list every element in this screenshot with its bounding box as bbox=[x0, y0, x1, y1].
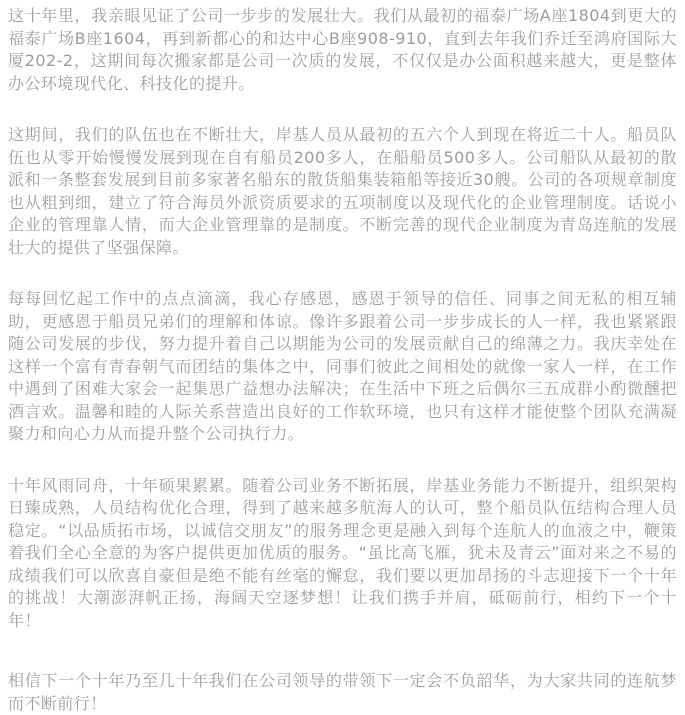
paragraph-achievements: 十年风雨同舟，十年硕果累累。随着公司业务不断拓展，岸基业务能力不断提升，组织架构日臻成熟，人员结构优化合理，得到了越来越多航海人的认可，整个船员队伍结构合理人员稳定。“以品质拓市场，以诚信交朋友”的服务理念更是融入到每个连航人的血液之中，鞭策着我们全心全意的为客户提供更加优质的服务。“虽比高飞雁，犹未及青云”面对来之不易的成绩我们可以欣喜自豪但是绝不能有丝毫的懈怠，我们要以更加昂扬的斗志迎接下一个十年的挑战！大潮澎湃帆正扬，海阔天空逐梦想！让我们携手并肩，砥砺前行，相约下一个十年！ bbox=[8, 475, 677, 630]
paragraph-gratitude: 每每回忆起工作中的点点滴滴，我心存感恩，感恩于领导的信任、同事之间无私的相互辅助，更感恩于船员兄弟们的理解和体谅。像许多跟着公司一步步成长的人一样，我也紧紧跟随公司发展的步伐，努力提升着自己以期能为公司的发展贡献自己的绵薄之力。我庆幸处在这样一个富有青春朝气而团结的集体之中，同事们彼此之间相处的就像一家人一样，在工作中遇到了困难大家会一起集思广益想办法解决；在生活中下班之后偶尔三五成群小酌微醺把酒言欢。温馨和睦的人际关系营造出良好的工作软环境，也只有这样才能使整个团队充满凝聚力和向心力从而提升整个公司执行力。 bbox=[8, 289, 677, 443]
paragraph-closing: 相信下一个十年乃至几十年我们在公司领导的带领下一定会不负韶华，为大家共同的连航梦而不断前行！ bbox=[8, 671, 677, 713]
paragraph-office-growth: 这十年里，我亲眼见证了公司一步步的发展壮大。我们从最初的福泰广场A座1804到更大的福泰广场B座1604，再到新都心的和达中心B座908-910，直到去年我们乔迁至鸿府国际大厦202-2，这期间每次搬家都是公司一次质的发展，不仅仅是办公面积越来越大，更是整体办公环境现代化、科技化的提升。 bbox=[8, 6, 677, 93]
paragraph-team-growth: 这期间，我们的队伍也在不断壮大，岸基人员从最初的五六个人到现在将近二十人。船员队伍也从零开始慢慢发展到现在自有船员200多人，在船船员500多人。公司船队从最初的散派和一条整套发展到目前多家著名船东的散货船集装箱船等接近30艘。公司的各项规章制度也从粗到细，建立了符合海员外派资质要求的五项制度以及现代化的企业管理制度。话说小企业的管理靠人情，而大企业管理靠的是制度。不断完善的现代企业制度为青岛连航的发展壮大的提供了坚强保障。 bbox=[8, 125, 677, 257]
